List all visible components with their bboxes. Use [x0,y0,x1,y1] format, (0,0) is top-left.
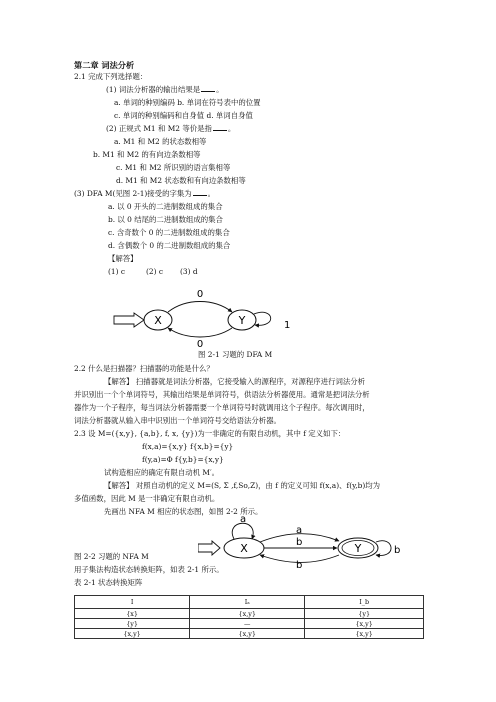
q22-heading: 2.2 什么是扫描器？扫描器的功能是什么？ [74,364,214,373]
table-caption: 表 2-1 状态转换矩阵 [74,578,143,587]
q21-item2: (2) 正规式 M1 和 M2 等价是指 。 [106,124,236,133]
q23-answer-line2: 多值函数，因此 M 是一非确定有限自动机。 [74,494,220,503]
q21-item1-cd: c. 单词的种别编码和自身值 d. 单词自身值 [114,111,253,120]
edge-top-label: 0 [196,289,204,300]
edge-bottom-label: 0 [196,339,204,348]
table-cell: {x,y} [190,629,305,639]
figure-2-2-caption: 图 2-2 习题的 NFA M [74,552,149,561]
edge-b1-label: b [296,537,303,548]
table-cell: {x} [75,609,190,619]
q21-item1-ab: a. 单词的种别编码 b. 单词在符号表中的位置 [114,98,261,107]
table-cell: {y} [305,609,424,619]
dfa-diagram [110,282,310,348]
state-transition-table [74,595,424,639]
q21-item3-a: a. 以 0 开头的二进制数组成的集合 [108,202,223,211]
q22-answer-line2: 并识别出一个个单词符号，其输出结果是单词符号，供语法分析器使用。通常是把词法分析 [74,390,370,399]
q22-answer-line1: 【解答】 扫描器就是词法分析器，它接受输入的源程序，对源程序进行词法分析 [104,377,366,386]
q23-f-line1: f(x,a)={x,y} f{x,b}={y} [142,442,234,451]
q21-item2-c: c. M1 和 M2 所识别的语言集相等 [116,163,231,172]
state-y-label: Y [354,542,362,555]
q23-answer-line1: 【解答】 对照自动机的定义 M=(S, Σ ,f,So,Z)，由 f 的定义可知 f(x,a)、f(y,b)均为 [104,481,381,490]
loop-y-label: b [394,545,401,556]
state-x-label: X [240,542,248,555]
edge-a-label: a [296,525,303,536]
edge-x-to-y [168,302,232,313]
table-header-cell: I_b [305,596,424,609]
q22-answer-line3: 器作为一个子程序，每当词法分析器需要一个单词符号时就调用这个子程序。每次调用时， [74,403,370,412]
loop-x [232,523,253,539]
table-cell: {x,y} [305,619,424,629]
q23-heading: 2.3 设 M=({x,y}, {a,b}, f, x, {y})为一非确定的有限自动机，其中 f 定义如下： [74,429,346,438]
state-y-label: Y [238,314,246,327]
edge-b2-label: b [296,560,303,571]
table-cell: {x,y} [190,609,305,619]
table-intro: 用子集法构造状态转换矩阵，如表 2-1 所示。 [74,565,224,574]
start-arrow [198,541,220,555]
edge-y-to-x [168,328,232,337]
table-row [75,619,424,629]
chapter-title: 第二章 词法分析 [74,60,135,70]
q21-answer-1: (1) c [108,267,125,276]
table-row [75,609,424,619]
start-arrow [114,313,144,327]
state-x-label: X [154,314,162,327]
q21-item2-a: a. M1 和 M2 的状态数相等 [114,137,207,146]
q21-item3: (3) DFA M(见图 2-1)接受的字集为 。 [74,189,216,198]
q21-item3-d: d. 含偶数个 0 的二进制数组成的集合 [108,241,231,250]
table-header-cell: I [75,596,190,609]
loop-y [254,312,271,325]
q22-answer-line4: 词法分析器就从输入串中识别出一个单词符号交给语法分析器。 [74,416,281,425]
loop-x-label: a [240,514,247,525]
table-header-cell: Iₐ [190,596,305,609]
q21-answer-2: (2) c [146,267,163,276]
q21-answer-label: 【解答】 [108,254,138,263]
q21-item2-b: b. M1 和 M2 的有向边条数相等 [93,150,201,159]
q23-requirement: 试构造相应的确定有限自动机 M′。 [104,468,220,477]
table-cell: — [190,619,305,629]
q21-item3-c: c. 含奇数个 0 的二进制数组成的集合 [108,228,230,237]
q21-heading: 2.1 完成下列选择题： [74,72,148,81]
q23-answer-line3: 先画出 NFA M 相应的状态图，如图 2-2 所示。 [104,507,263,516]
q21-answer-3: (3) d [180,267,198,276]
nfa-diagram [198,513,412,573]
loop-y-label: 1 [284,320,291,331]
q21-item2-d: d. M1 和 M2 状态数和有向边条数相等 [116,176,246,185]
table-header-row [75,596,424,609]
q23-f-line2: f(y,a)=Φ f{y,b}={x,y} [142,455,224,464]
q21-item1: (1) 词法分析器的输出结果是 。 [106,85,224,94]
table-cell: {x,y} [75,629,190,639]
table-cell: {x,y} [305,629,424,639]
table-cell: {y} [75,619,190,629]
figure-2-1-caption: 图 2-1 习题的 DFA M [198,350,273,359]
table-row [75,629,424,639]
q21-item3-b: b. 以 0 结尾的二进制数组成的集合 [108,215,223,224]
